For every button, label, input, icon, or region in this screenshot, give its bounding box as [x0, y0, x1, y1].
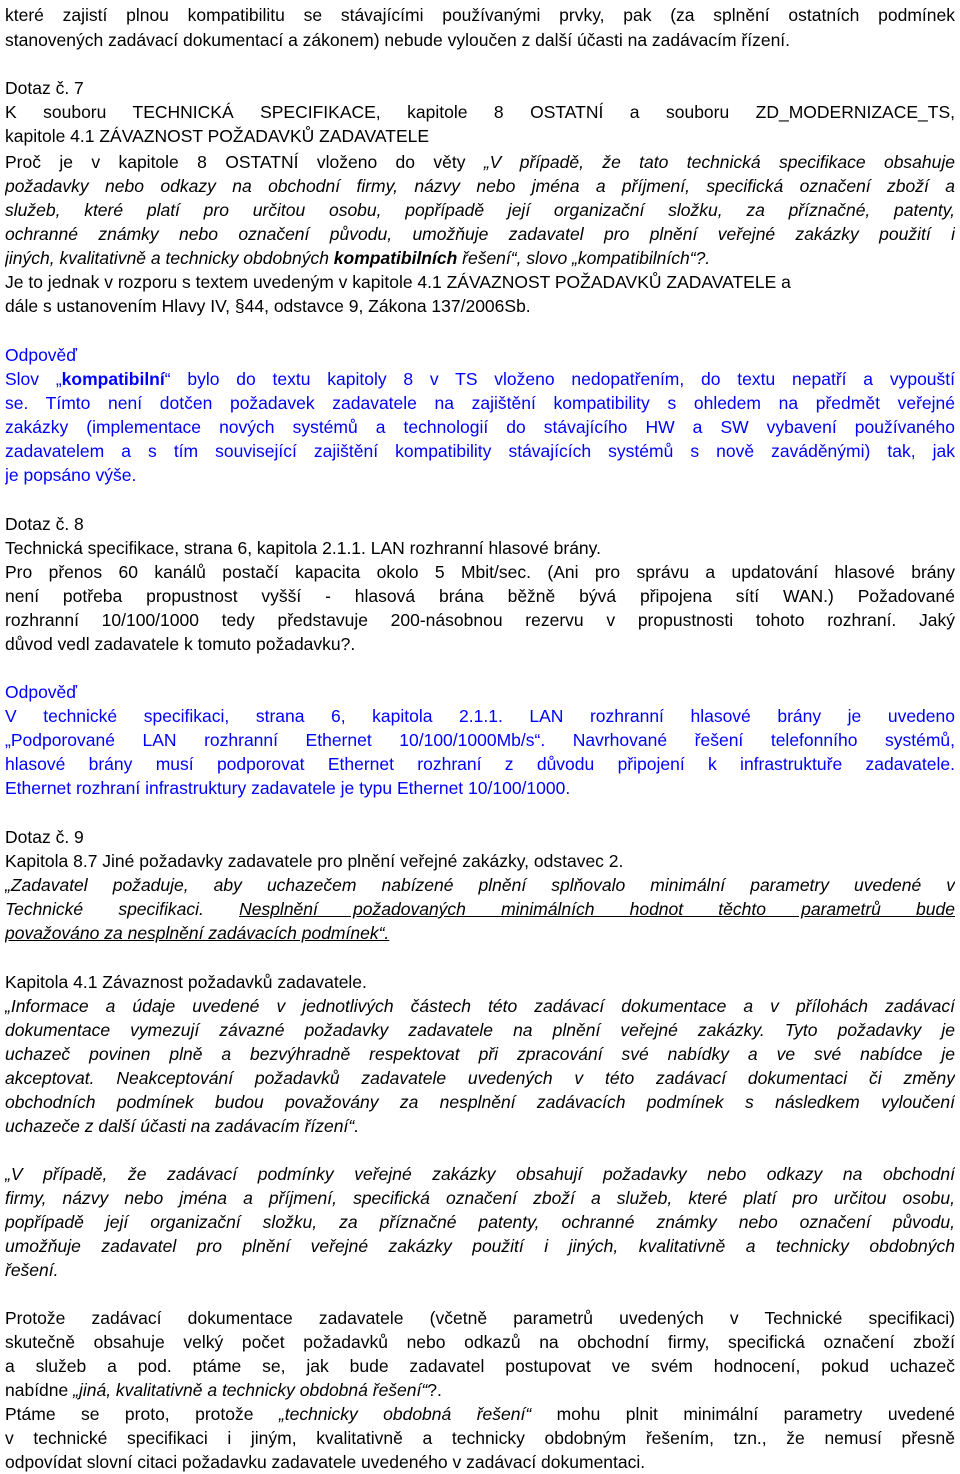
text-line — [5, 1402, 955, 1426]
text-run: skutečně obsahuje velký počet požadavků nebo odkazů na obchodní firmy, specifická označení zboží — [5, 1332, 955, 1352]
text-run: obchodních podmínek budou považovány za nesplnění zadávacích podmínek s následkem vyloučení — [5, 1092, 955, 1112]
text-run: dokumentace vymezují závazné požadavky zadavatele na plnění veřejné zakázky. Tyto požadavky je — [5, 1020, 955, 1040]
text-line — [5, 897, 955, 921]
text-run: Kapitola 8.7 Jiné požadavky zadavatele pro plnění veřejné zakázky, odstavec 2. — [5, 851, 624, 871]
text-line — [5, 873, 955, 897]
text-line — [5, 124, 955, 148]
text-line — [5, 728, 955, 752]
text-line — [5, 343, 955, 367]
text-run: se. Tímto není dotčen požadavek zadavatele na zajištění kompatibility s ohledem na předmět veřejné — [5, 393, 955, 413]
text-run: Dotaz č. 8 — [5, 514, 84, 534]
text-line — [5, 970, 955, 994]
text-line — [5, 198, 955, 222]
text-run: „V případě, že zadávací podmínky veřejné zakázky obsahují požadavky nebo odkazy na obchodní — [5, 1164, 955, 1184]
text-run: kompatibilních — [333, 248, 458, 268]
text-line — [5, 1210, 955, 1234]
text-run: Protože zadávací dokumentace zadavatele (včetně parametrů uvedených v Technické specifikaci) — [5, 1308, 955, 1328]
text-line — [5, 415, 955, 439]
text-run: které zajistí plnou kompatibilitu se stávajícími používanými prvky, pak (za splnění ostatních podmínek — [5, 5, 955, 25]
text-run: mohu plnit minimální parametry uvedené — [531, 1404, 955, 1424]
text-run: odpovídat slovní citaci požadavku zadavatele uvedeného v zadávací dokumentaci. — [5, 1452, 646, 1472]
text-line — [5, 1258, 955, 1282]
text-run: požadavky nebo odkazy na obchodní firmy, názvy nebo jména a příjmení, specifická označení zboží a — [5, 176, 955, 196]
text-line — [5, 100, 955, 124]
text-run: ?. — [427, 1380, 442, 1400]
text-run: stanovených zadávací dokumentací a zákonem) nebude vyloučen z další účasti na zadávacím řízení. — [5, 30, 791, 50]
text-line — [5, 776, 955, 800]
text-run: není potřeba propustnost vyšší - hlasová brána běžně bývá připojena sítí WAN.) Požadované — [5, 586, 955, 606]
text-run: popřípadě její organizační složku, za příznačné patenty, ochranné známky nebo označení původu, — [5, 1212, 955, 1232]
text-run: Dotaz č. 7 — [5, 78, 84, 98]
text-line — [5, 150, 955, 174]
text-run: v technické specifikaci i jiným, kvalitativně a technicky obdobným řešením, tzn., že nemusí přesně — [5, 1428, 955, 1448]
text-run: řešení“, slovo „kompatibilních“?. — [457, 248, 711, 268]
text-run: Technické specifikaci. — [5, 899, 240, 919]
text-line — [5, 1330, 955, 1354]
text-run: akceptovat. Neakceptování požadavků zadavatele uvedených v této zadávací dokumentaci či změny — [5, 1068, 955, 1088]
text-line — [5, 294, 955, 318]
text-run: Odpověď — [5, 345, 78, 365]
text-run: „Zadavatel požaduje, aby uchazečem nabízené plnění splňovalo minimální parametry uvedené v — [5, 875, 955, 895]
text-run: zakázky (implementace nových systémů a technologií do stávajícího HW a SW vybavení používaného — [5, 417, 955, 437]
text-line — [5, 174, 955, 198]
text-line — [5, 270, 955, 294]
text-line — [5, 752, 955, 776]
text-run: „technicky obdobná řešení“ — [278, 1404, 532, 1424]
text-run: K souboru TECHNICKÁ SPECIFIKACE, kapitole 8 OSTATNÍ a souboru ZD_MODERNIZACE_TS, — [5, 102, 955, 122]
text-line — [5, 463, 955, 487]
text-run: Pro přenos 60 kanálů postačí kapacita okolo 5 Mbit/sec. (Ani pro správu a updatování hlasové brány — [5, 562, 955, 582]
text-run: kompatibilní — [61, 369, 165, 389]
text-line — [5, 1090, 955, 1114]
text-run: Ptáme se proto, protože — [5, 1404, 279, 1424]
text-run: „V případě, že tato technická specifikace obsahuje — [483, 152, 955, 172]
text-line — [5, 1186, 955, 1210]
text-run: důvod vedl zadavatele k tomuto požadavku?. — [5, 634, 356, 654]
text-run: Je to jednak v rozporu s textem uvedeným v kapitole 4.1 ZÁVAZNOST POŽADAVKŮ ZADAVATELE a — [5, 272, 791, 292]
text-run: Proč je v kapitole 8 OSTATNÍ vloženo do věty — [5, 152, 484, 172]
text-run: Nesplnění požadovaných minimálních hodnot těchto parametrů bude — [239, 899, 955, 919]
text-line — [5, 849, 955, 873]
text-run: Kapitola 4.1 Závaznost požadavků zadavatele. — [5, 972, 367, 992]
text-run: „Informace a údaje uvedené v jednotlivých částech této zadávací dokumentace a v přílohách zadávací — [5, 996, 955, 1016]
text-line — [5, 921, 955, 945]
text-run: Technická specifikace, strana 6, kapitola 2.1.1. LAN rozhranní hlasové brány. — [5, 538, 601, 558]
text-line — [5, 704, 955, 728]
text-run: jiných, kvalitativně a technicky obdobných — [5, 248, 334, 268]
text-line — [5, 367, 955, 391]
text-line — [5, 1306, 955, 1330]
text-line — [5, 994, 955, 1018]
text-line — [5, 3, 955, 27]
text-run: V technické specifikaci, strana 6, kapitola 2.1.1. LAN rozhranní hlasové brány je uvedeno — [5, 706, 955, 726]
text-line — [5, 1426, 955, 1450]
text-run: Slov „ — [5, 369, 62, 389]
text-line — [5, 632, 955, 656]
text-run: umožňuje zadavatel pro plnění veřejné zakázky použití i jiných, kvalitativně a technicky obdobných — [5, 1236, 955, 1256]
text-line — [5, 584, 955, 608]
text-run: zadavatelem a s tím související zajištění kompatibility stávajících systémů s nově zaváděnými) tak, jak — [5, 441, 955, 461]
text-line — [5, 536, 955, 560]
text-line — [5, 608, 955, 632]
text-run: je popsáno výše. — [5, 465, 137, 485]
text-line — [5, 1162, 955, 1186]
text-line — [5, 76, 955, 100]
text-line — [5, 1378, 955, 1402]
text-line — [5, 391, 955, 415]
text-line — [5, 825, 955, 849]
text-line — [5, 1234, 955, 1258]
text-line — [5, 246, 955, 270]
text-run: řešení. — [5, 1260, 59, 1280]
text-run: nabídne — [5, 1380, 74, 1400]
text-run: „jiná, kvalitativně a technicky obdobná řešení“ — [73, 1380, 428, 1400]
text-run: Ethernet rozhraní infrastruktury zadavatele je typu Ethernet 10/100/1000. — [5, 778, 571, 798]
text-line — [5, 1450, 955, 1474]
text-run: firmy, názvy nebo jména a příjmení, specifická označení zboží a služeb, které platí pro určitou osobu, — [5, 1188, 955, 1208]
text-run: rozhranní 10/100/1000 tedy představuje 200-násobnou rezervu v propustnosti tohoto rozhraní. Jaký — [5, 610, 955, 630]
text-run: „Podporované LAN rozhranní Ethernet 10/100/1000Mb/s“. Navrhované řešení telefonního systémů, — [5, 730, 955, 750]
text-line — [5, 1018, 955, 1042]
text-run: kapitole 4.1 ZÁVAZNOST POŽADAVKŮ ZADAVATELE — [5, 126, 430, 146]
text-line — [5, 512, 955, 536]
text-run: Dotaz č. 9 — [5, 827, 84, 847]
text-line — [5, 28, 955, 52]
text-run: služeb, které platí pro určitou osobu, popřípadě její organizační složku, za příznačné, patenty, — [5, 200, 955, 220]
text-line — [5, 680, 955, 704]
text-line — [5, 560, 955, 584]
text-run: uchazeče z další účasti na zadávacím řízení“. — [5, 1116, 360, 1136]
text-run: “ bylo do textu kapitoly 8 v TS vloženo nedopatřením, do textu nepatří a vypouští — [164, 369, 955, 389]
text-run: dále s ustanovením Hlavy IV, §44, odstavce 9, Zákona 137/2006Sb. — [5, 296, 531, 316]
text-line — [5, 1042, 955, 1066]
text-run: ochranné známky nebo označení původu, umožňuje zadavatel pro plnění veřejné zakázky použití i — [5, 224, 955, 244]
text-line — [5, 222, 955, 246]
text-line — [5, 1114, 955, 1138]
text-line — [5, 1066, 955, 1090]
text-run: Odpověď — [5, 682, 78, 702]
text-run: považováno za nesplnění zadávacích podmínek“. — [5, 923, 390, 943]
text-run: a služeb a pod. ptáme se, jak bude zadavatel postupovat ve svém hodnocení, pokud uchazeč — [5, 1356, 955, 1376]
text-run: hlasové brány musí podporovat Ethernet rozhraní z důvodu připojení k infrastruktuře zadavatele. — [5, 754, 955, 774]
text-run: uchazeč povinen plně a bezvýhradně respektovat při zpracování své nabídky a ve své nabídce je — [5, 1044, 955, 1064]
text-line — [5, 1354, 955, 1378]
text-line — [5, 439, 955, 463]
